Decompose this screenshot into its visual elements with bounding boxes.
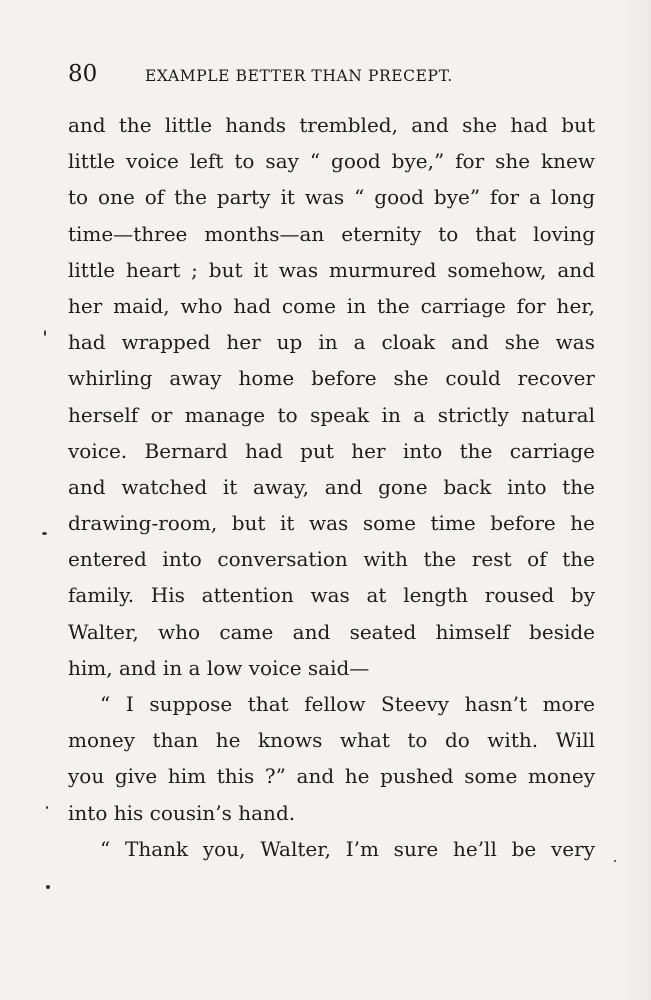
text-line: whirling away home before she could recover <box>68 366 595 391</box>
page-header <box>68 58 523 92</box>
text-line: into his cousin’s hand. <box>68 800 296 825</box>
text-line: little voice left to say “ good bye,” for she knew <box>68 149 595 174</box>
text-line: had wrapped her up in a cloak and she was <box>68 330 595 355</box>
margin-speck <box>46 806 48 809</box>
text-line: drawing-room, but it was some time before he <box>68 511 595 536</box>
text-line: “ I suppose that fellow Steevy hasn’t more <box>100 692 595 716</box>
body-text <box>68 107 595 867</box>
text-line: family. His attention was at length roused by <box>68 583 595 608</box>
text-line: her maid, who had come in the carriage for her, <box>68 293 595 318</box>
text-line: and the little hands trembled, and she had but <box>68 113 595 137</box>
text-line: entered into conversation with the rest of the <box>68 547 595 572</box>
text-line: you give him this ?” and he pushed some money <box>68 764 595 789</box>
text-line: and watched it away, and gone back into the <box>68 474 595 499</box>
margin-speck <box>46 885 50 889</box>
margin-speck <box>44 330 46 336</box>
page-number: 80 <box>68 61 98 87</box>
text-line: herself or manage to speak in a strictly natural <box>68 402 595 427</box>
margin-speck <box>42 532 47 535</box>
text-line: time—three months—an eternity to that loving <box>68 221 595 246</box>
text-line: “ Thank you, Walter, I’m sure he’ll be very <box>100 836 595 861</box>
text-line: little heart ; but it was murmured somehow, and <box>68 257 595 282</box>
margin-speck <box>614 860 616 862</box>
text-line: him, and in a low voice said— <box>68 655 370 680</box>
text-line: to one of the party it was “ good bye” for a long <box>68 185 595 210</box>
text-line: money than he knows what to do with. Will <box>68 728 595 753</box>
running-head: EXAMPLE BETTER THAN PRECEPT. <box>145 67 453 85</box>
text-line: voice. Bernard had put her into the carriage <box>68 438 595 463</box>
text-line: Walter, who came and seated himself beside <box>68 619 595 644</box>
